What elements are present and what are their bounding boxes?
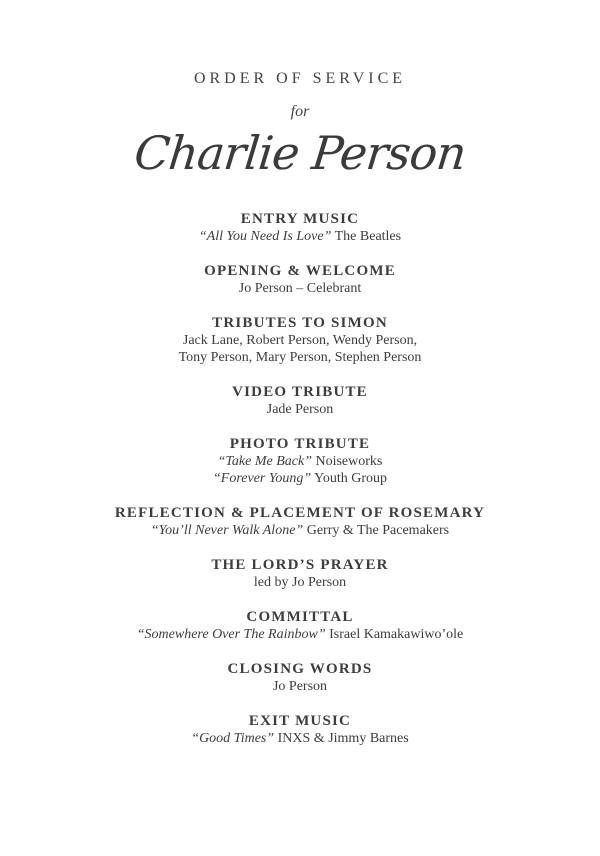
- honoree-name: Charlie Person: [131, 126, 469, 180]
- section-line: [0, 332, 600, 349]
- section-heading: ENTRY MUSIC: [240, 211, 360, 227]
- song-artist: Gerry & The Pacemakers: [303, 523, 450, 538]
- section-line: [0, 470, 600, 487]
- service-program: [0, 210, 600, 764]
- program-section: [0, 712, 600, 747]
- program-section: [0, 210, 600, 245]
- song-title: “All You Need Is Love”: [198, 229, 332, 244]
- section-line: [0, 678, 600, 695]
- song-title: “Take Me Back”: [217, 454, 312, 469]
- section-line: [0, 522, 600, 539]
- section-heading: TRIBUTES TO SIMON: [212, 315, 388, 331]
- program-section: [0, 660, 600, 695]
- section-heading: VIDEO TRIBUTE: [232, 384, 368, 400]
- section-line: [0, 730, 600, 747]
- song-title: “You’ll Never Walk Alone”: [150, 523, 304, 538]
- section-detail: Jack Lane, Robert Person, Wendy Person,: [182, 333, 418, 348]
- section-heading: PHOTO TRIBUTE: [229, 436, 371, 452]
- section-heading: REFLECTION & PLACEMENT OF ROSEMARY: [114, 505, 486, 521]
- song-artist: INXS & Jimmy Barnes: [274, 731, 409, 746]
- section-heading: EXIT MUSIC: [248, 713, 352, 729]
- for-label: for: [290, 103, 310, 120]
- song-artist: Youth Group: [311, 471, 387, 486]
- program-section: [0, 314, 600, 366]
- song-artist: Noiseworks: [311, 454, 383, 469]
- program-section: [0, 504, 600, 539]
- section-heading: THE LORD’S PRAYER: [211, 557, 389, 573]
- section-detail: Jo Person: [272, 679, 328, 694]
- section-line: [0, 453, 600, 470]
- section-heading: OPENING & WELCOME: [204, 263, 396, 279]
- song-artist: Israel Kamakawiwo’ole: [325, 627, 464, 642]
- section-heading: CLOSING WORDS: [227, 661, 373, 677]
- page-title: ORDER OF SERVICE: [193, 70, 407, 87]
- section-line: [0, 280, 600, 297]
- section-detail: Jade Person: [266, 402, 334, 417]
- song-artist: The Beatles: [331, 229, 402, 244]
- section-line: [0, 228, 600, 245]
- program-section: [0, 608, 600, 643]
- section-detail: led by Jo Person: [253, 575, 347, 590]
- section-heading: COMMITTAL: [246, 609, 354, 625]
- section-line: [0, 574, 600, 591]
- program-section: [0, 435, 600, 487]
- section-detail: Jo Person – Celebrant: [238, 281, 362, 296]
- section-detail: Tony Person, Mary Person, Stephen Person: [178, 350, 422, 365]
- song-title: “Forever Young”: [212, 471, 312, 486]
- section-line: [0, 626, 600, 643]
- program-section: [0, 556, 600, 591]
- section-line: [0, 349, 600, 366]
- program-section: [0, 383, 600, 418]
- section-line: [0, 401, 600, 418]
- song-title: “Somewhere Over The Rainbow”: [136, 627, 326, 642]
- program-section: [0, 262, 600, 297]
- song-title: “Good Times”: [191, 731, 275, 746]
